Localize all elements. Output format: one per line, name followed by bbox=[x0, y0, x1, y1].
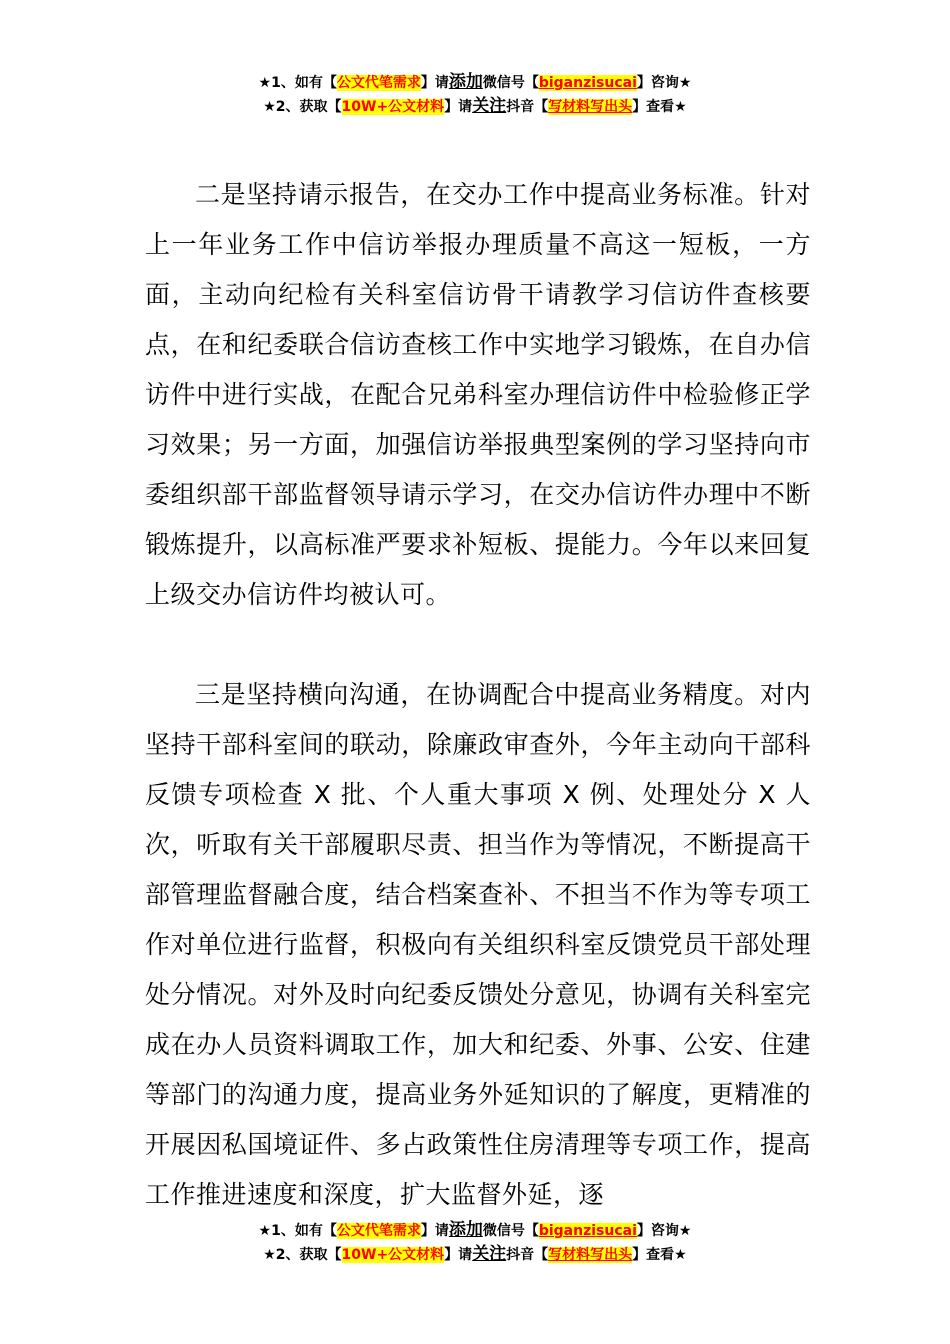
banner-text: ★2、获取【 bbox=[263, 1247, 342, 1263]
banner-text: 】查看★ bbox=[632, 1247, 687, 1263]
highlight-wechat-id: biganzisucai bbox=[538, 75, 637, 91]
banner-text: 微信号【 bbox=[482, 75, 539, 91]
banner-text: ★2、获取【 bbox=[263, 99, 342, 115]
banner-text: 】咨询★ bbox=[636, 1223, 692, 1239]
banner-text: 抖音【 bbox=[506, 99, 549, 115]
banner-line-2 bbox=[0, 1242, 950, 1266]
banner-text: ★1、如有【 bbox=[258, 1223, 337, 1239]
banner-line-1 bbox=[0, 1218, 950, 1242]
paragraph: 三是坚持横向沟通，在协调配合中提高业务精度。对内坚持干部科室间的联动，除廉政审查外，今年主动向干部科反馈专项检查 X 批、个人重大事项 X 例、处理处分 X 人次，听取有关干部履职尽责、担当作为等情况，不断提高干部管理监督融合度，结合档案查补、不担当不作为等专项工作对单位进行监督，积极向有关组织科室反馈党员干部处理处分情况。对外及时向纪委反馈处分意见，协调有关科室完成在办人员资料调取工作，加大和纪委、外事、公安、住建等部门的沟通力度，提高业务外延知识的了解度，更精准的开展因私国境证件、多占政策性住房清理等专项工作，提高工作推进速度和深度，扩大监督外延，逐 bbox=[145, 680, 811, 1209]
highlight-service: 公文代笔需求 bbox=[336, 75, 421, 91]
banner-text: 抖音【 bbox=[506, 1247, 549, 1263]
highlight-douyin-id: 写材料写出头 bbox=[548, 99, 633, 115]
highlight-wechat-id: biganzisucai bbox=[538, 1223, 637, 1239]
banner-text: 微信号【 bbox=[482, 1223, 539, 1239]
banner-text: ★1、如有【 bbox=[258, 75, 337, 91]
highlight-service: 公文代笔需求 bbox=[336, 1223, 421, 1239]
banner-text: 】咨询★ bbox=[636, 75, 692, 91]
banner-emphasis: 添加 bbox=[448, 1220, 483, 1240]
banner-text: 】请 bbox=[444, 99, 473, 115]
paragraph: 二是坚持请示报告，在交办工作中提高业务标准。针对上一年业务工作中信访举报办理质量不高这一短板，一方面，主动向纪检有关科室信访骨干请教学习信访件查核要点，在和纪委联合信访查核工作中实地学习锻炼，在自办信访件中进行实战，在配合兄弟科室办理信访件中检验修正学习效果；另一方面，加强信访举报典型案例的学习坚持向市委组织部干部监督领导请示学习，在交办信访件办理中不断锻炼提升，以高标准严要求补短板、提能力。今年以来回复上级交办信访件均被认可。 bbox=[145, 180, 811, 609]
highlight-douyin-id: 写材料写出头 bbox=[548, 1247, 633, 1263]
banner-emphasis: 关注 bbox=[472, 96, 507, 116]
banner-line-1 bbox=[0, 70, 950, 94]
banner-text: 】请 bbox=[420, 1223, 449, 1239]
footer-banner bbox=[0, 1218, 950, 1266]
highlight-materials: 10W+公文材料 bbox=[341, 99, 445, 115]
highlight-materials: 10W+公文材料 bbox=[341, 1247, 445, 1263]
document-body bbox=[145, 170, 811, 1220]
header-banner bbox=[0, 70, 950, 118]
banner-text: 】请 bbox=[444, 1247, 473, 1263]
banner-text: 】请 bbox=[420, 75, 449, 91]
paragraph-spacer bbox=[145, 620, 811, 670]
banner-line-2 bbox=[0, 94, 950, 118]
banner-emphasis: 关注 bbox=[472, 1244, 507, 1264]
banner-text: 】查看★ bbox=[632, 99, 687, 115]
banner-emphasis: 添加 bbox=[448, 72, 483, 92]
